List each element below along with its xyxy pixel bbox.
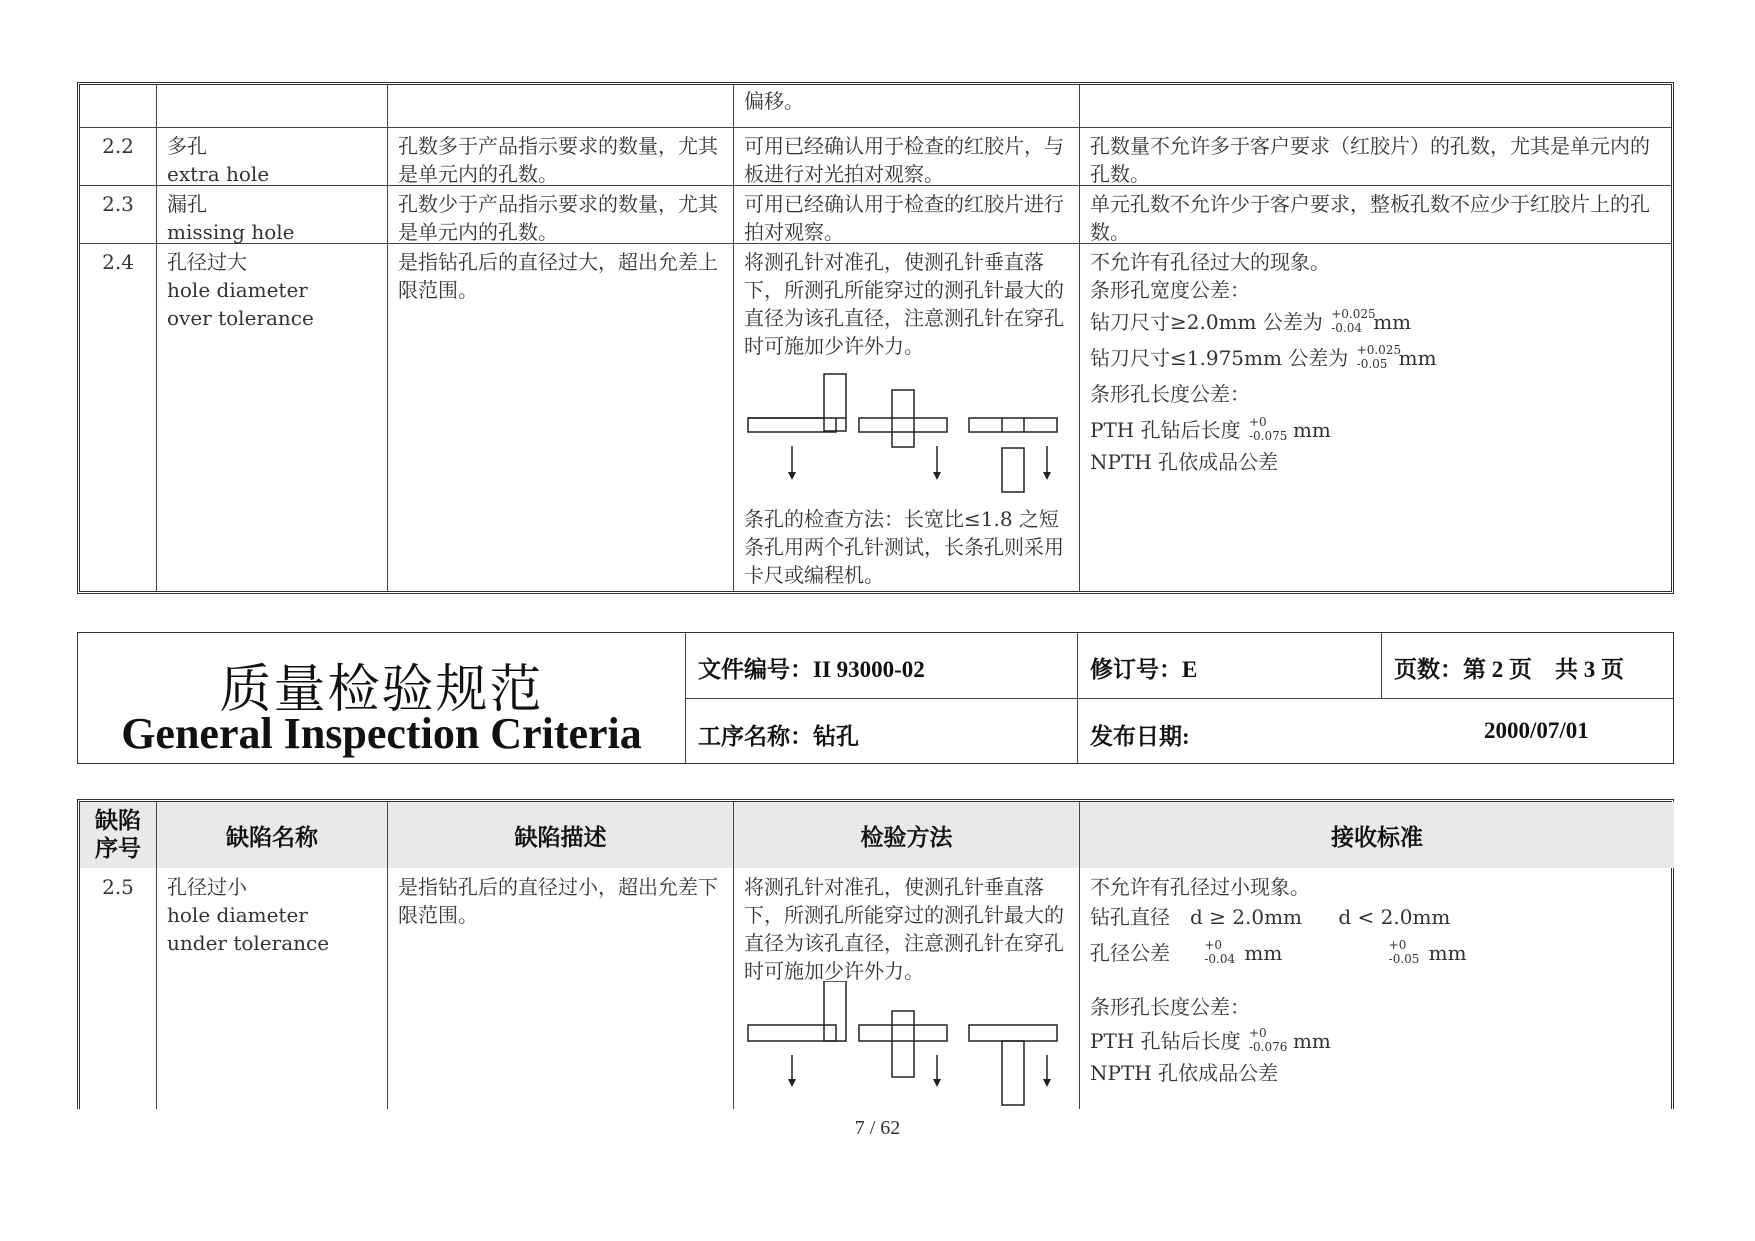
defect-number: 2.5 (102, 875, 134, 899)
unit: mm (1292, 418, 1331, 442)
row-continuation (734, 85, 1079, 115)
tolerance (1388, 937, 1420, 966)
col-header-name: 缺陷名称 (157, 802, 388, 868)
defect-name-en: hole diameter over tolerance (167, 278, 314, 330)
tolerance (1204, 937, 1236, 966)
unit: mm (1398, 346, 1437, 370)
method-text: 偏移。 (744, 89, 804, 113)
defect-name-cn: 多孔 (167, 134, 207, 158)
tolerance-lower: -0.05 (1388, 951, 1420, 966)
defect-name-en: missing hole (167, 220, 295, 244)
revision-number: 修订号：E (1090, 657, 1198, 682)
defect-name (157, 128, 387, 188)
criteria-line: 条形孔长度公差： (1090, 995, 1250, 1019)
tolerance-upper: +0 (1388, 937, 1407, 952)
criteria-text: 孔径公差 (1090, 941, 1170, 965)
defect-name-en: hole diameter under tolerance (167, 903, 330, 955)
tolerance-lower: -0.05 (1356, 356, 1388, 371)
col-header-description: 缺陷描述 (388, 802, 734, 868)
unit: mm (1428, 941, 1467, 965)
process-name: 工序名称：钻孔 (698, 724, 859, 749)
row-2-5 (80, 869, 1677, 1109)
defect-name (157, 244, 387, 332)
criteria-line (1080, 901, 1674, 931)
page-count: 页数：第 2 页 共 3 页 (1394, 657, 1624, 682)
inspection-method-note: 条孔的检查方法：长宽比≤1.8 之短条孔用两个孔针测试，长条孔则采用卡尺或编程机。 (744, 507, 1064, 587)
tolerance-upper: +0 (1248, 1025, 1267, 1040)
criteria-line: 不允许有孔径过小现象。 (1090, 875, 1310, 899)
defect-name (157, 869, 387, 957)
criteria-line (1080, 931, 1674, 971)
defect-description: 孔数少于产品指示要求的数量，尤其是单元内的孔数。 (398, 192, 718, 244)
tolerance (1248, 1025, 1288, 1054)
acceptance-criteria: 单元孔数不允许少于客户要求，整板孔数不应少于红胶片上的孔数。 (1090, 192, 1650, 244)
top-inspection-table (77, 82, 1674, 594)
bottom-inspection-table (77, 799, 1674, 1109)
criteria-text: 钻孔直径 d ≥ 2.0mm (1090, 905, 1303, 929)
document-number: 文件编号：II 93000-02 (698, 657, 925, 682)
tolerance-upper: +0 (1248, 414, 1267, 429)
defect-number: 2.2 (102, 134, 134, 158)
tolerance-upper: +0.025 (1356, 342, 1402, 357)
defect-name-en: extra hole (167, 162, 270, 186)
inspection-method: 将测孔针对准孔，使测孔针垂直落下，所测孔所能穿过的测孔针最大的直径为该孔直径，注意测孔针在穿孔时可施加少许外力。 (744, 250, 1064, 358)
criteria-line: NPTH 孔依成品公差 (1090, 450, 1279, 474)
criteria-text: PTH 孔钻后长度 (1090, 1029, 1241, 1053)
criteria-line (1080, 340, 1674, 376)
criteria-line (1080, 304, 1674, 340)
criteria-text: d < 2.0mm (1338, 905, 1451, 929)
tolerance-lower: -0.04 (1331, 320, 1362, 335)
defect-number: 2.3 (102, 192, 134, 216)
tolerance (1248, 414, 1288, 443)
col-header-criteria: 接收标准 (1080, 802, 1674, 868)
title-chinese: 质量检验规范 (219, 660, 544, 720)
pin-test-diagram (734, 364, 1079, 494)
criteria-text: PTH 孔钻后长度 (1090, 418, 1241, 442)
defect-name (157, 186, 387, 246)
defect-name-cn: 漏孔 (167, 192, 207, 216)
unit: mm (1373, 310, 1412, 334)
inspection-method: 可用已经确认用于检查的红胶片进行拍对观察。 (744, 192, 1064, 244)
tolerance-upper: +0 (1204, 937, 1223, 952)
tolerance-lower: -0.04 (1204, 951, 1236, 966)
defect-description: 是指钻孔后的直径过大，超出允差上限范围。 (398, 250, 718, 302)
criteria-text: 钻刀尺寸≤1.975mm 公差为 (1090, 346, 1349, 370)
title-english: General Inspection Criteria (121, 709, 642, 758)
criteria-line (1080, 1021, 1674, 1055)
defect-name-cn: 孔径过大 (167, 250, 247, 274)
tolerance (1356, 342, 1402, 371)
row-2-4 (80, 244, 1677, 594)
col-header-method: 检验方法 (734, 802, 1080, 868)
release-date: 2000/07/01 (1484, 718, 1589, 743)
criteria-text: 钻刀尺寸≥2.0mm 公差为 (1090, 310, 1323, 334)
acceptance-criteria (1080, 869, 1674, 1087)
unit: mm (1292, 1029, 1331, 1053)
defect-description: 是指钻孔后的直径过小，超出允差下限范围。 (398, 875, 718, 927)
tolerance-lower: -0.075 (1248, 428, 1288, 443)
tolerance-lower: -0.076 (1248, 1039, 1288, 1054)
criteria-line: NPTH 孔依成品公差 (1090, 1061, 1279, 1085)
page-number: 7 / 62 (854, 1117, 901, 1139)
criteria-line (1080, 408, 1674, 444)
inspection-method: 将测孔针对准孔，使测孔针垂直落下，所测孔所能穿过的测孔针最大的直径为该孔直径，注意测孔针在穿孔时可施加少许外力。 (744, 875, 1064, 983)
inspection-method: 可用已经确认用于检查的红胶片，与板进行对光拍对观察。 (744, 134, 1064, 186)
document-header (77, 632, 1674, 764)
acceptance-criteria: 孔数量不允许多于客户要求（红胶片）的孔数，尤其是单元内的孔数。 (1090, 134, 1650, 186)
row-2-3 (80, 186, 1677, 243)
row-2-2 (80, 128, 1677, 185)
defect-number: 2.4 (102, 250, 134, 274)
unit: mm (1244, 941, 1283, 965)
defect-name-cn: 孔径过小 (167, 875, 247, 899)
tolerance-upper: +0.025 (1331, 306, 1376, 321)
criteria-line: 不允许有孔径过大的现象。 (1090, 250, 1330, 274)
tolerance (1331, 306, 1376, 335)
criteria-line: 条形孔长度公差： (1090, 382, 1250, 406)
col-header-number: 缺陷序号 (80, 802, 157, 868)
pin-test-diagram (734, 981, 1079, 1109)
acceptance-criteria (1080, 244, 1674, 476)
criteria-line: 条形孔宽度公差： (1090, 278, 1250, 302)
defect-description: 孔数多于产品指示要求的数量，尤其是单元内的孔数。 (398, 134, 718, 186)
release-date-label: 发布日期: (1090, 724, 1190, 749)
